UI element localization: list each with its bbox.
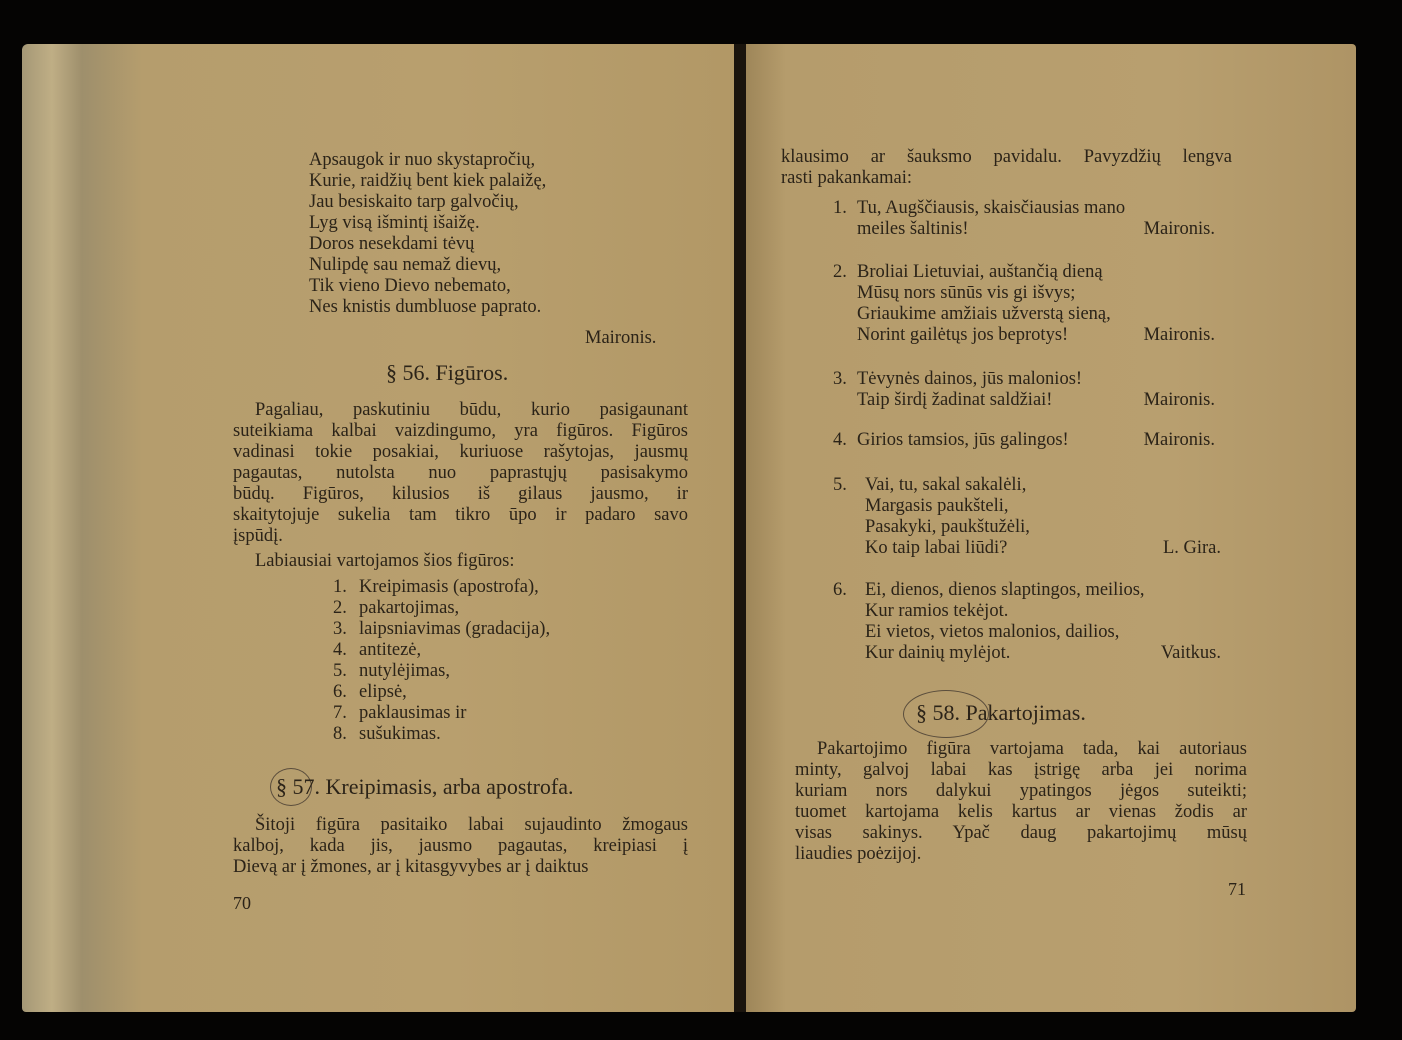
- verse-line: Mūsų nors sūnūs vis gi išvys;: [857, 283, 1076, 303]
- text-line: Pagaliau, paskutiniu būdu, kurio pasigaunant: [255, 400, 688, 420]
- list-item: [333, 640, 633, 661]
- section-56-heading: § 56. Figūros.: [386, 360, 509, 385]
- example-4: [833, 430, 1215, 451]
- example-number: 6.: [833, 580, 847, 600]
- page-number-left: 70: [233, 893, 251, 913]
- list-intro: Labiausiai vartojamos šios figūros:: [255, 551, 515, 571]
- section-56-text: [233, 400, 688, 547]
- list-item: [333, 619, 633, 640]
- text-line: Nulipdę sau nemaž dievų,: [309, 255, 502, 275]
- verse-line: meiles šaltinis!: [857, 219, 969, 239]
- list-item: [333, 661, 633, 682]
- example-author: Maironis.: [1143, 390, 1215, 410]
- text-line: būdų. Figūros, kilusios iš gilaus jausmo, ir: [233, 484, 688, 504]
- text-line: suteikiama kalbai vaizdingumo, yra figūros. Figūros: [233, 421, 688, 441]
- text-line: visas sakinys. Ypač daug pakartojimų mūsų: [795, 823, 1247, 843]
- text-line: įspūdį.: [233, 526, 283, 546]
- text-line: tuomet kartojama kelis kartus ar vienas žodis ar: [795, 802, 1247, 822]
- text-line: vadinasi tokie posakiai, kuriuose rašytojas, jausmų: [233, 442, 688, 462]
- text-line: Lyg visą išmintį išaižę.: [309, 213, 480, 233]
- example-6: [833, 580, 1221, 664]
- text-line: Doros nesekdami tėvų: [309, 234, 475, 254]
- item-text: Kreipimasis (apostrofa),: [359, 577, 539, 597]
- page-number-right: 71: [1228, 879, 1246, 899]
- section-57-heading: § 57. Kreipimasis, arba apostrofa.: [276, 774, 574, 799]
- example-author: Vaitkus.: [1160, 643, 1221, 663]
- item-text: paklausimas ir: [359, 703, 467, 723]
- example-5: [833, 475, 1221, 559]
- verse-line: Tėvynės dainos, jūs malonios!: [857, 369, 1083, 389]
- text-line: Kurie, raidžių bent kiek palaižę,: [309, 171, 547, 191]
- book-spine: [734, 44, 746, 1012]
- item-text: nutylėjimas,: [359, 661, 450, 681]
- example-number: 1.: [833, 198, 847, 218]
- item-text: antitezė,: [359, 640, 422, 660]
- text-line: Šitoji figūra pasitaiko labai sujaudinto žmogaus: [255, 815, 688, 835]
- intro-text: [781, 147, 1232, 189]
- verse-line: Norint gailėtųs jos beprotys!: [857, 325, 1069, 345]
- section-58-heading: § 58. Pakartojimas.: [916, 700, 1086, 725]
- item-number: 6.: [333, 682, 347, 702]
- list-item: [333, 577, 633, 598]
- item-number: 5.: [333, 661, 347, 681]
- example-1: [833, 198, 1215, 240]
- example-author: Maironis.: [1143, 219, 1215, 239]
- text-line: liaudies poėzijoj.: [795, 844, 922, 864]
- verse-line: Tu, Augščiausis, skaisčiausias mano: [857, 198, 1126, 218]
- text-line: Tik vieno Dievo nebemato,: [309, 276, 511, 296]
- item-text: laipsniavimas (gradacija),: [359, 619, 551, 639]
- verse-line: Ei, dienos, dienos slaptingos, meilios,: [865, 580, 1145, 600]
- verse-line: Broliai Lietuviai, auštančią dieną: [857, 262, 1103, 282]
- item-number: 7.: [333, 703, 347, 723]
- figures-list: [333, 577, 633, 745]
- text-line: Pakartojimo figūra vartojama tada, kai autoriaus: [817, 739, 1247, 759]
- text-line: minty, galvoj labai kas įstrigę arba jei norima: [795, 760, 1247, 780]
- item-text: sušukimas.: [359, 724, 441, 744]
- example-author: Maironis.: [1143, 430, 1215, 450]
- text-line: pagautas, nutolsta nuo paprastųjų pasisakymo: [233, 463, 688, 483]
- list-item: [333, 703, 633, 724]
- poem-author: Maironis.: [585, 328, 657, 348]
- text-line: Dievą ar į žmones, ar į kitasgyvybes ar į daiktus: [233, 857, 589, 877]
- text-line: rasti pakankamai:: [781, 168, 912, 188]
- example-number: 5.: [833, 475, 847, 495]
- verse-line: Pasakyki, paukštužėli,: [865, 517, 1030, 537]
- text-line: Apsaugok ir nuo skystapročių,: [309, 150, 536, 170]
- item-number: 3.: [333, 619, 347, 639]
- verse-line: Griaukime amžiais užverstą sieną,: [857, 304, 1111, 324]
- verse-line: Margasis paukšteli,: [865, 496, 1009, 516]
- item-number: 1.: [333, 577, 347, 597]
- example-number: 2.: [833, 262, 847, 282]
- list-item: [333, 598, 633, 619]
- list-item: [333, 724, 633, 745]
- list-item: [333, 682, 633, 703]
- section-57-text: [233, 815, 688, 878]
- text-line: Jau besiskaito tarp galvočių,: [309, 192, 519, 212]
- verse-line: Girios tamsios, jūs galingos!: [857, 430, 1069, 450]
- item-number: 2.: [333, 598, 347, 618]
- text-line: Nes knistis dumbluose paprato.: [309, 297, 542, 317]
- verse-line: Kur dainių mylėjot.: [865, 643, 1011, 663]
- section-58-text: [795, 739, 1247, 865]
- verse-line: Ei vietos, vietos malonios, dailios,: [865, 622, 1120, 642]
- verse-line: Vai, tu, sakal sakalėli,: [865, 475, 1027, 495]
- example-number: 4.: [833, 430, 847, 450]
- example-number: 3.: [833, 369, 847, 389]
- example-author: L. Gira.: [1162, 538, 1221, 558]
- item-number: 8.: [333, 724, 347, 744]
- item-text: pakartojimas,: [359, 598, 460, 618]
- verse-line: Kur ramios tekėjot.: [865, 601, 1009, 621]
- text-line: klausimo ar šauksmo pavidalu. Pavyzdžių lengva: [781, 147, 1232, 167]
- example-author: Maironis.: [1143, 325, 1215, 345]
- text-line: kuriam nors dalykui ypatingos jėgos suteikti;: [795, 781, 1247, 801]
- item-number: 4.: [333, 640, 347, 660]
- poem: [309, 150, 546, 318]
- verse-line: Taip širdį žadinat saldžiai!: [857, 390, 1053, 410]
- text-line: kalboj, kada jis, jausmo pagautas, kreipiasi į: [233, 836, 688, 856]
- text-line: skaitytojuje sukelia tam tikro ūpo ir padaro savo: [233, 505, 688, 525]
- item-text: elipsė,: [359, 682, 407, 702]
- verse-line: Ko taip labai liūdi?: [865, 538, 1008, 558]
- example-3: [833, 369, 1215, 411]
- example-2: [833, 262, 1215, 346]
